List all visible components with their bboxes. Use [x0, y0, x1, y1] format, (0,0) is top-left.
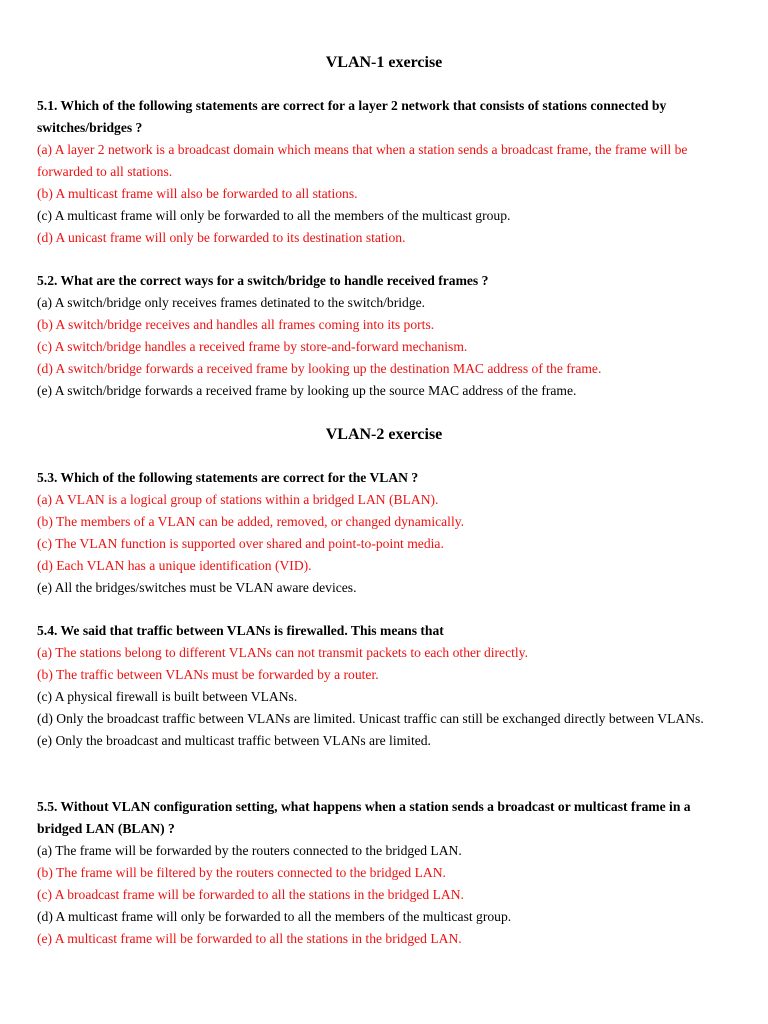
answer-b-correct: (b) The members of a VLAN can be added, removed, or changed dynamically.	[37, 514, 465, 529]
answer-b-correct: (b) The frame will be filtered by the routers connected to the bridged LAN.	[37, 865, 446, 880]
section-title-vlan1: VLAN-1 exercise	[325, 54, 443, 71]
answer-a: (a) A switch/bridge only receives frames detinated to the switch/bridge.	[37, 295, 426, 310]
answer-e: (e) All the bridges/switches must be VLAN aware devices.	[37, 580, 357, 595]
answer-d: (d) A multicast frame will only be forwarded to all the members of the multicast group.	[37, 909, 512, 924]
answer-c-correct: (c) A broadcast frame will be forwarded to all the stations in the bridged LAN.	[37, 887, 464, 902]
question-text: 5.4. We said that traffic between VLANs is firewalled. This means that	[37, 623, 444, 638]
answer-b-correct: (b) The traffic between VLANs must be forwarded by a router.	[37, 667, 379, 682]
answer-b-correct: (b) A switch/bridge receives and handles all frames coming into its ports.	[37, 317, 435, 332]
question-text: 5.2. What are the correct ways for a switch/bridge to handle received frames ?	[37, 273, 489, 288]
answer-a-correct: (a) The stations belong to different VLANs can not transmit packets to each other directly.	[37, 645, 528, 660]
answer-e-correct: (e) A multicast frame will be forwarded to all the stations in the bridged LAN.	[37, 931, 462, 946]
answer-a-correct: (a) A VLAN is a logical group of stations within a bridged LAN (BLAN).	[37, 492, 439, 507]
answer-a: (a) The frame will be forwarded by the routers connected to the bridged LAN.	[37, 843, 462, 858]
answer-c: (c) A multicast frame will only be forwarded to all the members of the multicast group.	[37, 208, 511, 223]
question-5-5	[37, 796, 737, 950]
answer-a-correct: (a) A layer 2 network is a broadcast domain which means that when a station sends a broadcast frame, the frame will be forwarded to all stations.	[37, 142, 688, 179]
question-text: 5.5. Without VLAN configuration setting, what happens when a station sends a broadcast or multicast frame in a bridged LAN (BLAN) ?	[37, 799, 691, 836]
answer-c-correct: (c) A switch/bridge handles a received frame by store-and-forward mechanism.	[37, 339, 468, 354]
answer-b-correct: (b) A multicast frame will also be forwarded to all stations.	[37, 186, 358, 201]
answer-e: (e) A switch/bridge forwards a received frame by looking up the source MAC address of the frame.	[37, 383, 577, 398]
answer-e: (e) Only the broadcast and multicast traffic between VLANs are limited.	[37, 733, 431, 748]
question-5-2	[37, 270, 737, 402]
question-5-1	[37, 95, 737, 249]
answer-d-correct: (d) A unicast frame will only be forwarded to its destination station.	[37, 230, 406, 245]
answer-d-correct: (d) A switch/bridge forwards a received frame by looking up the destination MAC address of the frame.	[37, 361, 602, 376]
question-5-4	[37, 620, 737, 752]
question-5-3	[37, 467, 737, 599]
answer-d: (d) Only the broadcast traffic between VLANs are limited. Unicast traffic can still be exchanged directly between VLANs.	[37, 711, 704, 726]
question-text: 5.3. Which of the following statements are correct for the VLAN ?	[37, 470, 419, 485]
question-text: 5.1. Which of the following statements are correct for a layer 2 network that consists of stations connected by switches/bridges ?	[37, 98, 667, 135]
answer-c: (c) A physical firewall is built between VLANs.	[37, 689, 298, 704]
answer-d-correct: (d) Each VLAN has a unique identification (VID).	[37, 558, 312, 573]
answer-c-correct: (c) The VLAN function is supported over shared and point-to-point media.	[37, 536, 444, 551]
section-title-vlan2: VLAN-2 exercise	[325, 426, 443, 443]
